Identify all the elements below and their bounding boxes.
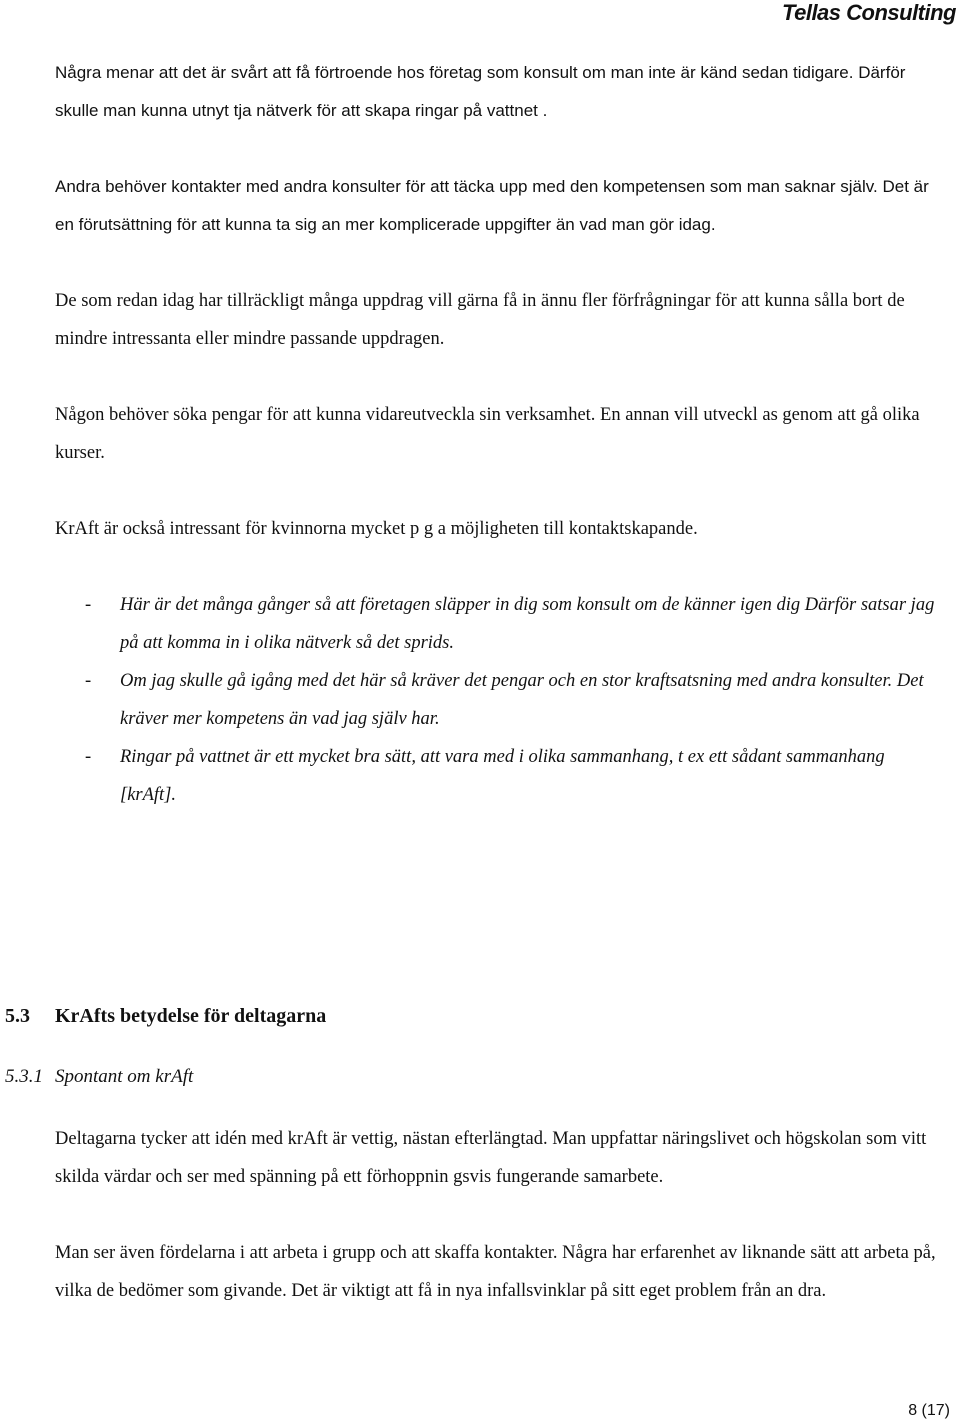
page-number: 8 (17) [908,1402,950,1419]
section-number: 5.3 [5,1005,30,1027]
quote-item [55,586,945,662]
paragraph: Man ser även fördelarna i att arbeta i grupp och att skaffa kontakter. Några har erfarenhet av liknande sätt att arbeta på, vilka de bedömer som givande. Det är viktigt att få in nya infallsvinklar på sitt eget problem från an dra. [55,1243,936,1301]
paragraph: KrAft är också intressant för kvinnorna mycket p g a möjligheten till kontaktskapande. [55,519,698,539]
section-heading [5,1005,326,1028]
section-title: KrAfts betydelse för deltagarna [55,1005,327,1027]
quote-text: Ringar på vattnet är ett mycket bra sätt, att vara med i olika sammanhang, t ex ett sådant sammanhang [krAft]. [120,747,885,805]
paragraph: Deltagarna tycker att idén med krAft är vettig, nästan efterlängtad. Man uppfattar näringslivet och högskolan som vitt skilda värdar och ser med spänning på ett förhoppnin gsvis fungerande samarbete. [55,1129,927,1187]
list-dash: - [85,595,92,615]
paragraph: Någon behöver söka pengar för att kunna vidareutveckla sin verksamhet. En annan vill utveckl as genom att gå olika kurser. [55,405,920,463]
quote-text: Här är det många gånger så att företagen släpper in dig som konsult om de känner igen dig Därför satsar jag på att komma in i olika nätverk så det sprids. [120,595,935,653]
company-logo-text: Tellas Consulting [781,0,956,25]
quote-item [55,738,945,814]
paragraph: Några menar att det är svårt att få förtroende hos företag som konsult om man inte är känd sedan tidigare. Därför skulle man kunna utnyt tja nätverk för att skapa ringar på vattnet . [55,63,906,120]
subsection-title: Spontant om krAft [55,1066,194,1087]
section-content [55,1120,945,1348]
list-dash: - [85,747,92,767]
main-content [55,54,945,814]
paragraph: Andra behöver kontakter med andra konsulter för att täcka upp med den kompetensen som man saknar själv. Det är en förutsättning för att kunna ta sig an mer komplicerade uppgifter än vad man gör idag. [55,177,929,234]
quote-text: Om jag skulle gå igång med det här så kräver det pengar och en stor kraftsatsning med andra konsulter. Det kräver mer kompetens än vad jag själv har. [120,671,924,729]
subsection-heading [5,1066,193,1088]
paragraph: De som redan idag har tillräckligt många uppdrag vill gärna få in ännu fler förfrågningar för att kunna sålla bort de mindre intressanta eller mindre passande uppdragen. [55,291,905,349]
quote-item [55,662,945,738]
quote-list [55,586,945,814]
list-dash: - [85,671,92,691]
subsection-number: 5.3.1 [5,1066,43,1087]
